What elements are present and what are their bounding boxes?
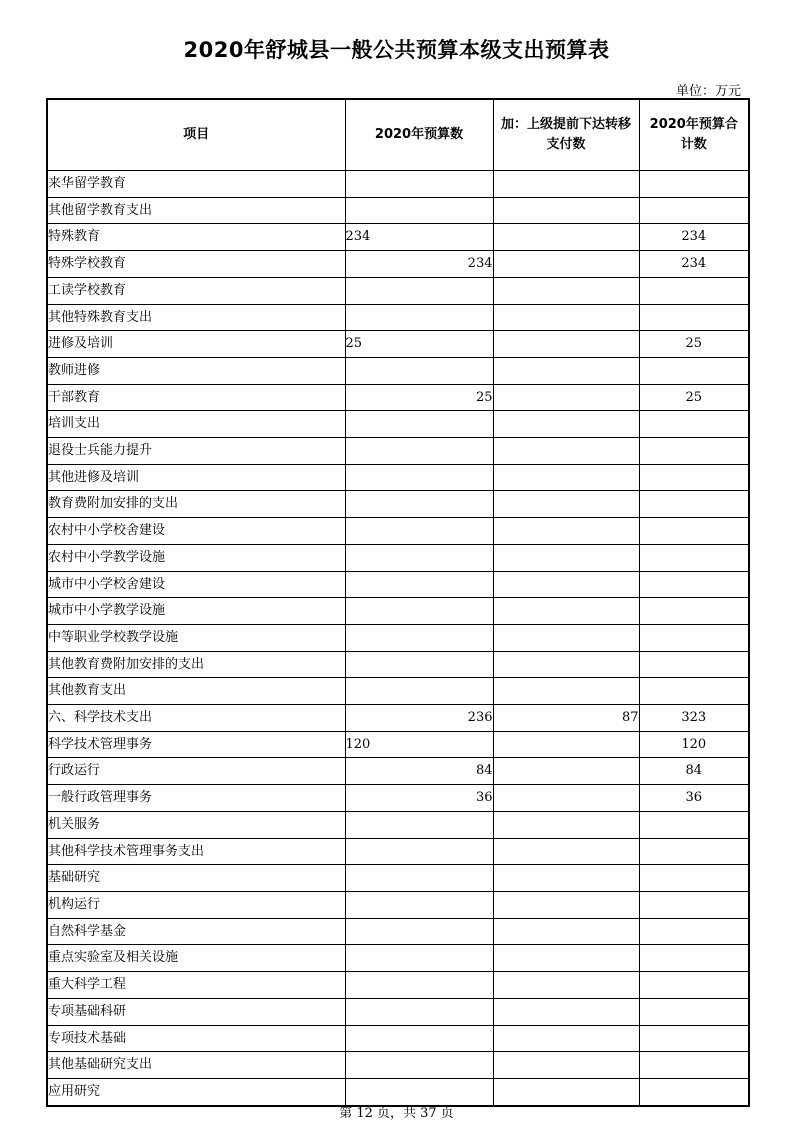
table-row xyxy=(47,224,749,251)
row-budget: 236 xyxy=(345,705,493,732)
row-budget xyxy=(345,277,493,304)
row-prior-transfer xyxy=(493,384,639,411)
row-budget xyxy=(345,678,493,705)
row-prior-transfer xyxy=(493,624,639,651)
table-row xyxy=(47,598,749,625)
row-prior-transfer xyxy=(493,651,639,678)
row-budget: 234 xyxy=(345,251,493,278)
row-budget xyxy=(345,891,493,918)
row-budget xyxy=(345,357,493,384)
table-row xyxy=(47,277,749,304)
row-item-name: 特殊学校教育 xyxy=(47,251,345,278)
row-total xyxy=(639,304,749,331)
row-total: 84 xyxy=(639,758,749,785)
row-prior-transfer xyxy=(493,891,639,918)
row-item-name: 基础研究 xyxy=(47,865,345,892)
row-item-name: 其他进修及培训 xyxy=(47,464,345,491)
row-item-name: 专项基础科研 xyxy=(47,998,345,1025)
row-budget xyxy=(345,838,493,865)
row-total xyxy=(639,865,749,892)
row-item-name: 重大科学工程 xyxy=(47,972,345,999)
row-budget xyxy=(345,464,493,491)
row-total xyxy=(639,197,749,224)
table-row xyxy=(47,544,749,571)
budget-table xyxy=(46,98,750,1107)
row-total xyxy=(639,918,749,945)
unit-label: 单位：万元 xyxy=(675,84,741,99)
row-prior-transfer xyxy=(493,918,639,945)
row-budget xyxy=(345,438,493,465)
row-item-name: 来华留学教育 xyxy=(47,171,345,198)
row-total xyxy=(639,1052,749,1079)
row-prior-transfer xyxy=(493,518,639,545)
table-row xyxy=(47,251,749,278)
table-body xyxy=(47,171,749,1106)
row-item-name: 一般行政管理事务 xyxy=(47,785,345,812)
row-budget: 84 xyxy=(345,758,493,785)
row-budget xyxy=(345,197,493,224)
row-prior-transfer xyxy=(493,865,639,892)
row-budget xyxy=(345,811,493,838)
row-budget xyxy=(345,518,493,545)
table-header-row xyxy=(47,99,749,171)
row-total xyxy=(639,811,749,838)
row-item-name: 其他教育支出 xyxy=(47,678,345,705)
table-row xyxy=(47,491,749,518)
row-budget: 25 xyxy=(345,331,493,358)
table-row xyxy=(47,1052,749,1079)
row-total xyxy=(639,171,749,198)
row-total xyxy=(639,571,749,598)
table-row xyxy=(47,758,749,785)
row-item-name: 中等职业学校教学设施 xyxy=(47,624,345,651)
header-budget: 2020年预算数 xyxy=(345,99,493,171)
row-item-name: 农村中小学校舍建设 xyxy=(47,518,345,545)
row-prior-transfer xyxy=(493,197,639,224)
row-total xyxy=(639,651,749,678)
table-row xyxy=(47,438,749,465)
row-prior-transfer xyxy=(493,571,639,598)
table-row xyxy=(47,571,749,598)
table-row xyxy=(47,998,749,1025)
table-row xyxy=(47,1025,749,1052)
row-budget xyxy=(345,411,493,438)
row-prior-transfer xyxy=(493,224,639,251)
table-row xyxy=(47,197,749,224)
row-item-name: 特殊教育 xyxy=(47,224,345,251)
row-budget xyxy=(345,598,493,625)
row-budget xyxy=(345,571,493,598)
row-total xyxy=(639,1025,749,1052)
row-item-name: 农村中小学教学设施 xyxy=(47,544,345,571)
page-title: 2020年舒城县一般公共预算本级支出预算表 xyxy=(183,38,610,62)
row-prior-transfer xyxy=(493,838,639,865)
row-budget xyxy=(345,918,493,945)
row-total xyxy=(639,624,749,651)
row-budget xyxy=(345,304,493,331)
table-row xyxy=(47,171,749,198)
row-budget xyxy=(345,865,493,892)
row-item-name: 其他特殊教育支出 xyxy=(47,304,345,331)
row-budget: 25 xyxy=(345,384,493,411)
row-total: 25 xyxy=(639,384,749,411)
table-row xyxy=(47,331,749,358)
row-prior-transfer xyxy=(493,731,639,758)
row-prior-transfer xyxy=(493,1025,639,1052)
row-total xyxy=(639,838,749,865)
row-item-name: 应用研究 xyxy=(47,1078,345,1105)
row-item-name: 专项技术基础 xyxy=(47,1025,345,1052)
row-prior-transfer xyxy=(493,972,639,999)
row-total xyxy=(639,277,749,304)
row-budget xyxy=(345,171,493,198)
row-budget xyxy=(345,998,493,1025)
row-item-name: 干部教育 xyxy=(47,384,345,411)
row-item-name: 培训支出 xyxy=(47,411,345,438)
table-row xyxy=(47,731,749,758)
table-row xyxy=(47,624,749,651)
row-prior-transfer xyxy=(493,998,639,1025)
row-total xyxy=(639,972,749,999)
table-row xyxy=(47,384,749,411)
table-row xyxy=(47,464,749,491)
table-row xyxy=(47,865,749,892)
row-budget xyxy=(345,1025,493,1052)
row-total xyxy=(639,464,749,491)
row-budget: 234 xyxy=(345,224,493,251)
row-budget xyxy=(345,651,493,678)
row-item-name: 其他教育费附加安排的支出 xyxy=(47,651,345,678)
row-budget xyxy=(345,544,493,571)
row-total xyxy=(639,438,749,465)
row-item-name: 城市中小学校舍建设 xyxy=(47,571,345,598)
row-item-name: 科学技术管理事务 xyxy=(47,731,345,758)
row-total xyxy=(639,491,749,518)
row-prior-transfer xyxy=(493,811,639,838)
row-item-name: 其他科学技术管理事务支出 xyxy=(47,838,345,865)
row-budget: 36 xyxy=(345,785,493,812)
table-row xyxy=(47,918,749,945)
row-budget xyxy=(345,945,493,972)
table-row xyxy=(47,304,749,331)
row-prior-transfer xyxy=(493,678,639,705)
row-item-name: 其他留学教育支出 xyxy=(47,197,345,224)
row-prior-transfer xyxy=(493,758,639,785)
row-total: 234 xyxy=(639,224,749,251)
row-item-name: 重点实验室及相关设施 xyxy=(47,945,345,972)
row-item-name: 行政运行 xyxy=(47,758,345,785)
table-row xyxy=(47,651,749,678)
row-prior-transfer xyxy=(493,1052,639,1079)
table-row xyxy=(47,811,749,838)
header-total: 2020年预算合计数 xyxy=(639,99,749,171)
row-budget xyxy=(345,972,493,999)
row-item-name: 退役士兵能力提升 xyxy=(47,438,345,465)
row-prior-transfer xyxy=(493,331,639,358)
row-prior-transfer xyxy=(493,251,639,278)
row-item-name: 教育费附加安排的支出 xyxy=(47,491,345,518)
row-item-name: 其他基础研究支出 xyxy=(47,1052,345,1079)
row-total xyxy=(639,945,749,972)
table-row xyxy=(47,785,749,812)
row-total: 120 xyxy=(639,731,749,758)
row-total: 323 xyxy=(639,705,749,732)
row-prior-transfer xyxy=(493,464,639,491)
table-row xyxy=(47,972,749,999)
row-prior-transfer xyxy=(493,598,639,625)
row-budget: 120 xyxy=(345,731,493,758)
row-item-name: 教师进修 xyxy=(47,357,345,384)
row-budget xyxy=(345,1052,493,1079)
row-total xyxy=(639,518,749,545)
row-total xyxy=(639,598,749,625)
table-row xyxy=(47,678,749,705)
row-prior-transfer xyxy=(493,357,639,384)
row-total xyxy=(639,411,749,438)
row-prior-transfer xyxy=(493,304,639,331)
table-row xyxy=(47,891,749,918)
row-prior-transfer xyxy=(493,277,639,304)
row-prior-transfer xyxy=(493,544,639,571)
row-item-name: 自然科学基金 xyxy=(47,918,345,945)
row-total xyxy=(639,357,749,384)
header-prior-transfer: 加：上级提前下达转移支付数 xyxy=(493,99,639,171)
row-budget xyxy=(345,491,493,518)
row-prior-transfer xyxy=(493,438,639,465)
row-prior-transfer: 87 xyxy=(493,705,639,732)
row-total: 36 xyxy=(639,785,749,812)
row-item-name: 机构运行 xyxy=(47,891,345,918)
table-row xyxy=(47,518,749,545)
row-item-name: 城市中小学教学设施 xyxy=(47,598,345,625)
row-prior-transfer xyxy=(493,491,639,518)
row-prior-transfer xyxy=(493,945,639,972)
table-row xyxy=(47,838,749,865)
row-total: 25 xyxy=(639,331,749,358)
row-prior-transfer xyxy=(493,785,639,812)
row-total xyxy=(639,891,749,918)
row-item-name: 工读学校教育 xyxy=(47,277,345,304)
row-total xyxy=(639,998,749,1025)
row-prior-transfer xyxy=(493,411,639,438)
row-item-name: 机关服务 xyxy=(47,811,345,838)
table-row xyxy=(47,705,749,732)
table-row xyxy=(47,411,749,438)
table-row xyxy=(47,357,749,384)
header-item: 项目 xyxy=(47,99,345,171)
row-total: 234 xyxy=(639,251,749,278)
page-footer: 第 12 页，共 37 页 xyxy=(339,1106,454,1121)
row-item-name: 六、科学技术支出 xyxy=(47,705,345,732)
row-item-name: 进修及培训 xyxy=(47,331,345,358)
table-row xyxy=(47,945,749,972)
row-total xyxy=(639,544,749,571)
row-prior-transfer xyxy=(493,171,639,198)
row-total xyxy=(639,678,749,705)
row-budget xyxy=(345,624,493,651)
